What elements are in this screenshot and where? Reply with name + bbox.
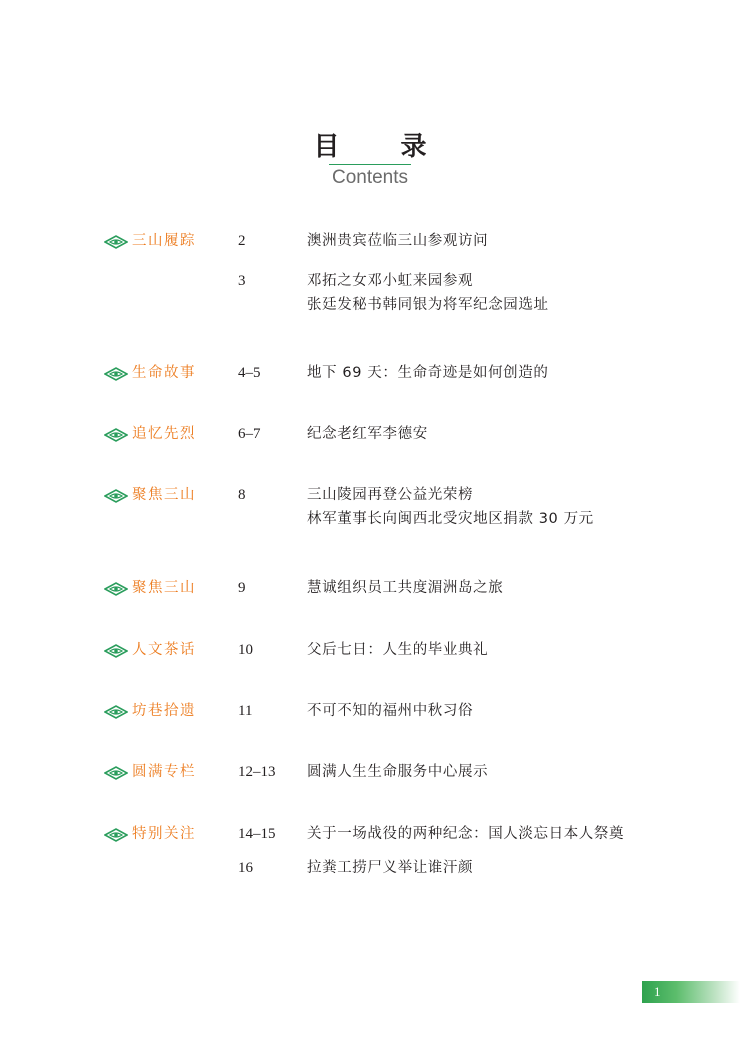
toc-entry[interactable] xyxy=(0,508,740,530)
entry-page-number: 6–7 xyxy=(238,426,261,442)
category-label: 生命故事 xyxy=(132,365,196,381)
entry-title: 三山陵园再登公益光荣榜 xyxy=(307,487,474,503)
entry-title: 圆满人生生命服务中心展示 xyxy=(307,764,489,780)
entry-page-number: 3 xyxy=(238,273,246,289)
category-label: 三山履踪 xyxy=(132,233,196,249)
toc-entry[interactable] xyxy=(0,761,740,783)
entry-page-number: 10 xyxy=(238,642,253,658)
title-divider xyxy=(329,164,411,165)
entry-title: 关于一场战役的两种纪念：国人淡忘日本人祭奠 xyxy=(307,826,625,842)
entry-title: 地下 69 天：生命奇迹是如何创造的 xyxy=(307,365,549,381)
toc-entry[interactable] xyxy=(0,484,740,506)
category-label: 追忆先烈 xyxy=(132,426,196,442)
entry-page-number: 8 xyxy=(238,487,246,503)
entry-page-number: 12–13 xyxy=(238,764,276,780)
category-label: 圆满专栏 xyxy=(132,764,196,780)
entry-title: 纪念老红军李德安 xyxy=(307,426,428,442)
entry-page-number: 14–15 xyxy=(238,826,276,842)
category-label: 聚焦三山 xyxy=(132,580,196,596)
category-label: 特别关注 xyxy=(132,826,196,842)
entry-title: 父后七日：人生的毕业典礼 xyxy=(307,642,489,658)
toc-entry[interactable] xyxy=(0,857,740,879)
entry-page-number: 9 xyxy=(238,580,246,596)
toc-header xyxy=(0,130,740,189)
toc-entry[interactable] xyxy=(0,362,740,384)
toc-entry[interactable] xyxy=(0,639,740,661)
page-subtitle: Contents xyxy=(331,167,409,188)
entry-page-number: 4–5 xyxy=(238,365,261,381)
page-number-badge xyxy=(642,981,740,1003)
toc-entry[interactable] xyxy=(0,700,740,722)
toc-entry[interactable] xyxy=(0,294,740,316)
entry-page-number: 11 xyxy=(238,703,253,719)
category-label: 人文茶话 xyxy=(132,642,196,658)
toc-entry[interactable] xyxy=(0,823,740,845)
entry-title: 拉粪工捞尸义举让谁汗颜 xyxy=(307,860,474,876)
category-label: 聚焦三山 xyxy=(132,487,196,503)
entry-title: 张廷发秘书韩同银为将军纪念园选址 xyxy=(307,297,549,313)
entry-title: 邓拓之女邓小虹来园参观 xyxy=(307,273,474,289)
entry-title: 慧诚组织员工共度湄洲岛之旅 xyxy=(307,580,504,596)
page-title: 目 录 xyxy=(313,132,453,162)
toc-entry[interactable] xyxy=(0,423,740,445)
entry-page-number: 16 xyxy=(238,860,253,876)
entry-title: 林军董事长向闽西北受灾地区捐款 30 万元 xyxy=(307,511,594,527)
category-label: 坊巷拾遗 xyxy=(132,703,196,719)
entry-title: 澳洲贵宾莅临三山参观访问 xyxy=(307,233,489,249)
toc-entry[interactable] xyxy=(0,270,740,292)
page-number: 1 xyxy=(654,984,661,999)
toc-entry[interactable] xyxy=(0,577,740,599)
toc-entry[interactable] xyxy=(0,230,740,252)
entry-page-number: 2 xyxy=(238,233,246,249)
entry-title: 不可不知的福州中秋习俗 xyxy=(307,703,474,719)
